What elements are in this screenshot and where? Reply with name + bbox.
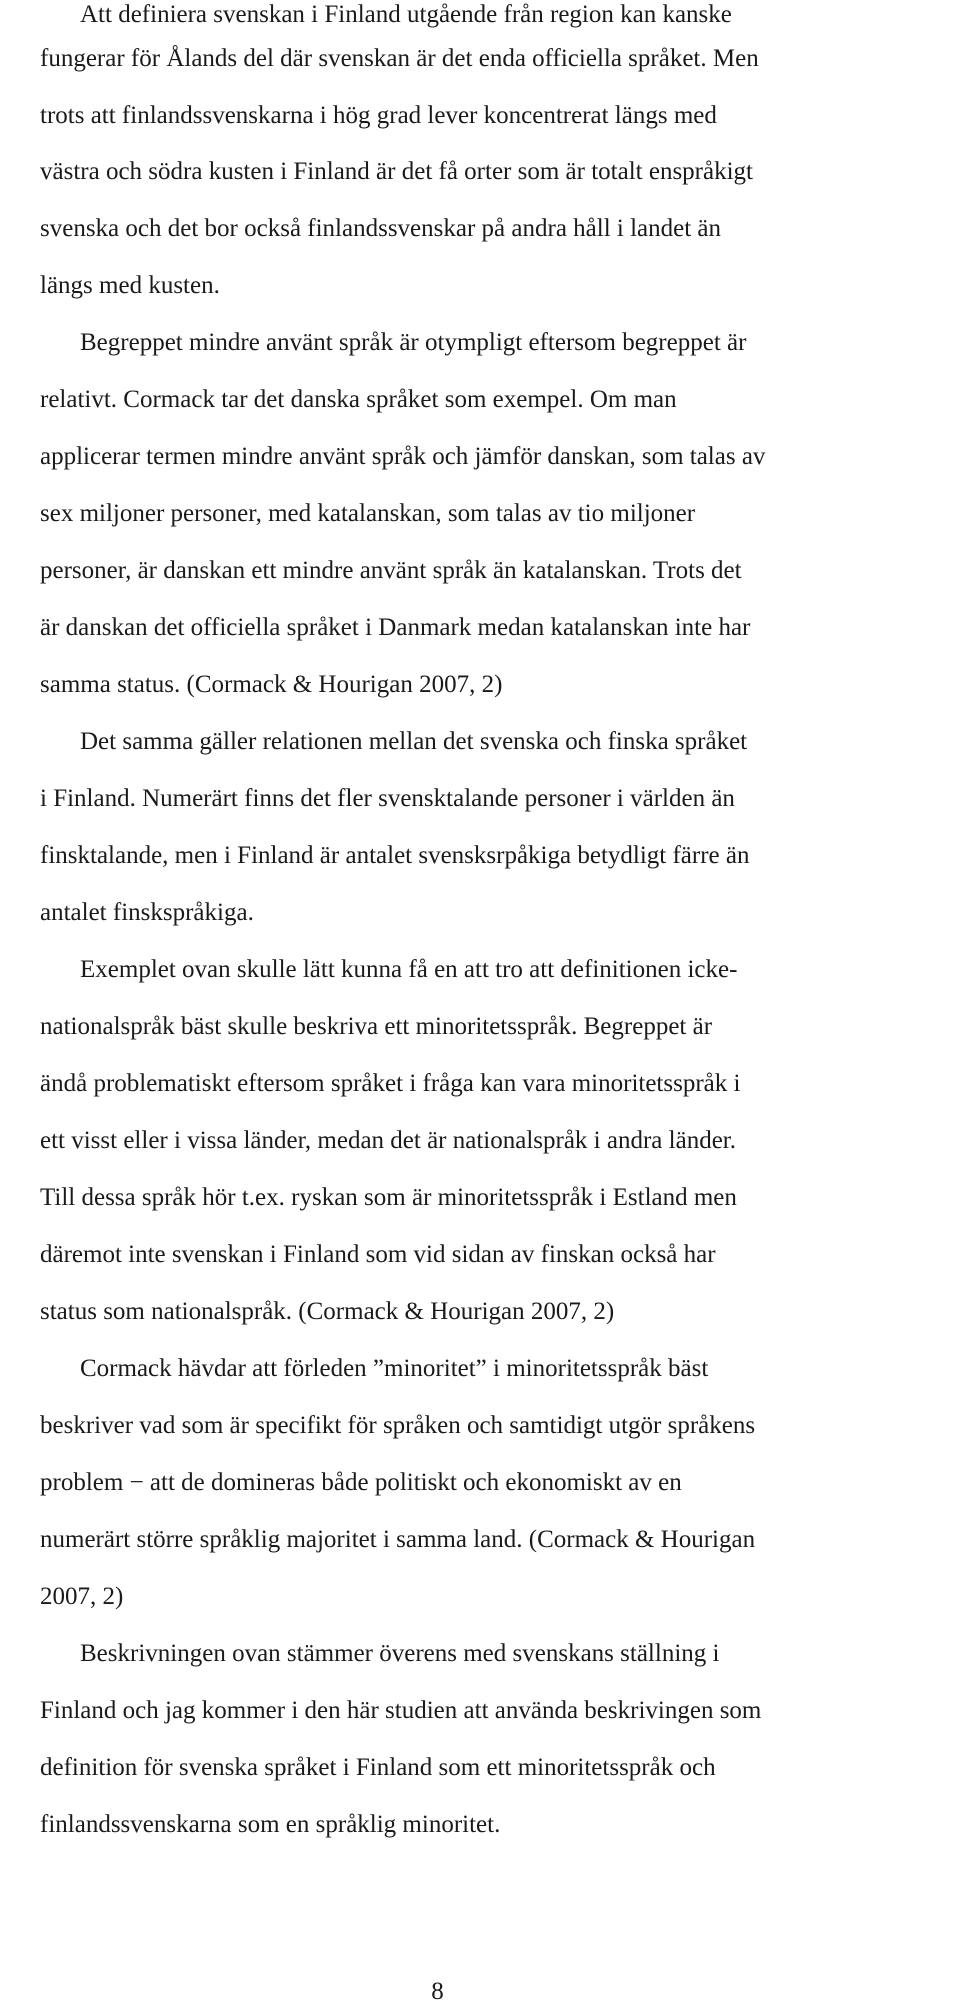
text-line: 2007, 2) — [40, 1583, 124, 1610]
text-line: trots att finlandssvenskarna i hög grad lever koncentrerat längs med — [40, 102, 717, 129]
text-line: beskriver vad som är specifikt för språken och samtidigt utgör språkens — [40, 1412, 756, 1439]
text-line: problem − att de domineras både politiskt och ekonomiskt av en — [40, 1469, 682, 1496]
text-line: däremot inte svenskan i Finland som vid sidan av finskan också har — [40, 1241, 716, 1268]
text-line: personer, är danskan ett mindre använt språk än katalanskan. Trots det — [40, 557, 742, 584]
text-line: antalet finskspråkiga. — [40, 899, 254, 926]
text-line: applicerar termen mindre använt språk och jämför danskan, som talas av — [40, 443, 766, 470]
text-line: i Finland. Numerärt finns det fler svensktalande personer i världen än — [40, 785, 735, 812]
text-line: status som nationalspråk. (Cormack & Hourigan 2007, 2) — [40, 1298, 615, 1325]
text-line: Finland och jag kommer i den här studien att använda beskrivingen som — [40, 1697, 762, 1724]
text-line: numerärt större språklig majoritet i samma land. (Cormack & Hourigan — [40, 1526, 756, 1553]
text-line: svenska och det bor också finlandssvenskar på andra håll i landet än — [40, 215, 722, 242]
text-line: Beskrivningen ovan stämmer överens med svenskans ställning i — [80, 1640, 720, 1667]
text-line: Det samma gäller relationen mellan det svenska och finska språket — [80, 728, 748, 755]
text-line: sex miljoner personer, med katalanskan, som talas av tio miljoner — [40, 500, 696, 527]
text-line: relativt. Cormack tar det danska språket som exempel. Om man — [40, 386, 677, 413]
text-line: Begreppet mindre använt språk är otympligt eftersom begreppet är — [80, 329, 747, 356]
text-line: nationalspråk bäst skulle beskriva ett minoritetsspråk. Begreppet är — [40, 1013, 713, 1040]
page-number: 8 — [431, 1978, 444, 2005]
text-line: är danskan det officiella språket i Danmark medan katalanskan inte har — [40, 614, 751, 641]
text-line: Till dessa språk hör t.ex. ryskan som är minoritetsspråk i Estland men — [40, 1184, 737, 1211]
text-line: Exemplet ovan skulle lätt kunna få en att tro att definitionen icke- — [80, 956, 738, 983]
text-line: Att definiera svenskan i Finland utgående från region kan kanske — [80, 1, 732, 28]
text-line: längs med kusten. — [40, 272, 220, 299]
text-line: finsktalande, men i Finland är antalet svensksrpåkiga betydligt färre än — [40, 842, 750, 869]
text-line: finlandssvenskarna som en språklig minoritet. — [40, 1811, 501, 1838]
text-line: definition för svenska språket i Finland som ett minoritetsspråk och — [40, 1754, 716, 1781]
text-line: ändå problematiskt eftersom språket i fråga kan vara minoritetsspråk i — [40, 1070, 741, 1097]
text-line: fungerar för Ålands del där svenskan är det enda officiella språket. Men — [40, 45, 759, 72]
text-line: Cormack hävdar att förleden ”minoritet” i minoritetsspråk bäst — [80, 1355, 709, 1382]
text-line: västra och södra kusten i Finland är det få orter som är totalt enspråkigt — [40, 158, 753, 185]
text-line: ett visst eller i vissa länder, medan det är nationalspråk i andra länder. — [40, 1127, 736, 1154]
text-line: samma status. (Cormack & Hourigan 2007, 2) — [40, 671, 503, 698]
